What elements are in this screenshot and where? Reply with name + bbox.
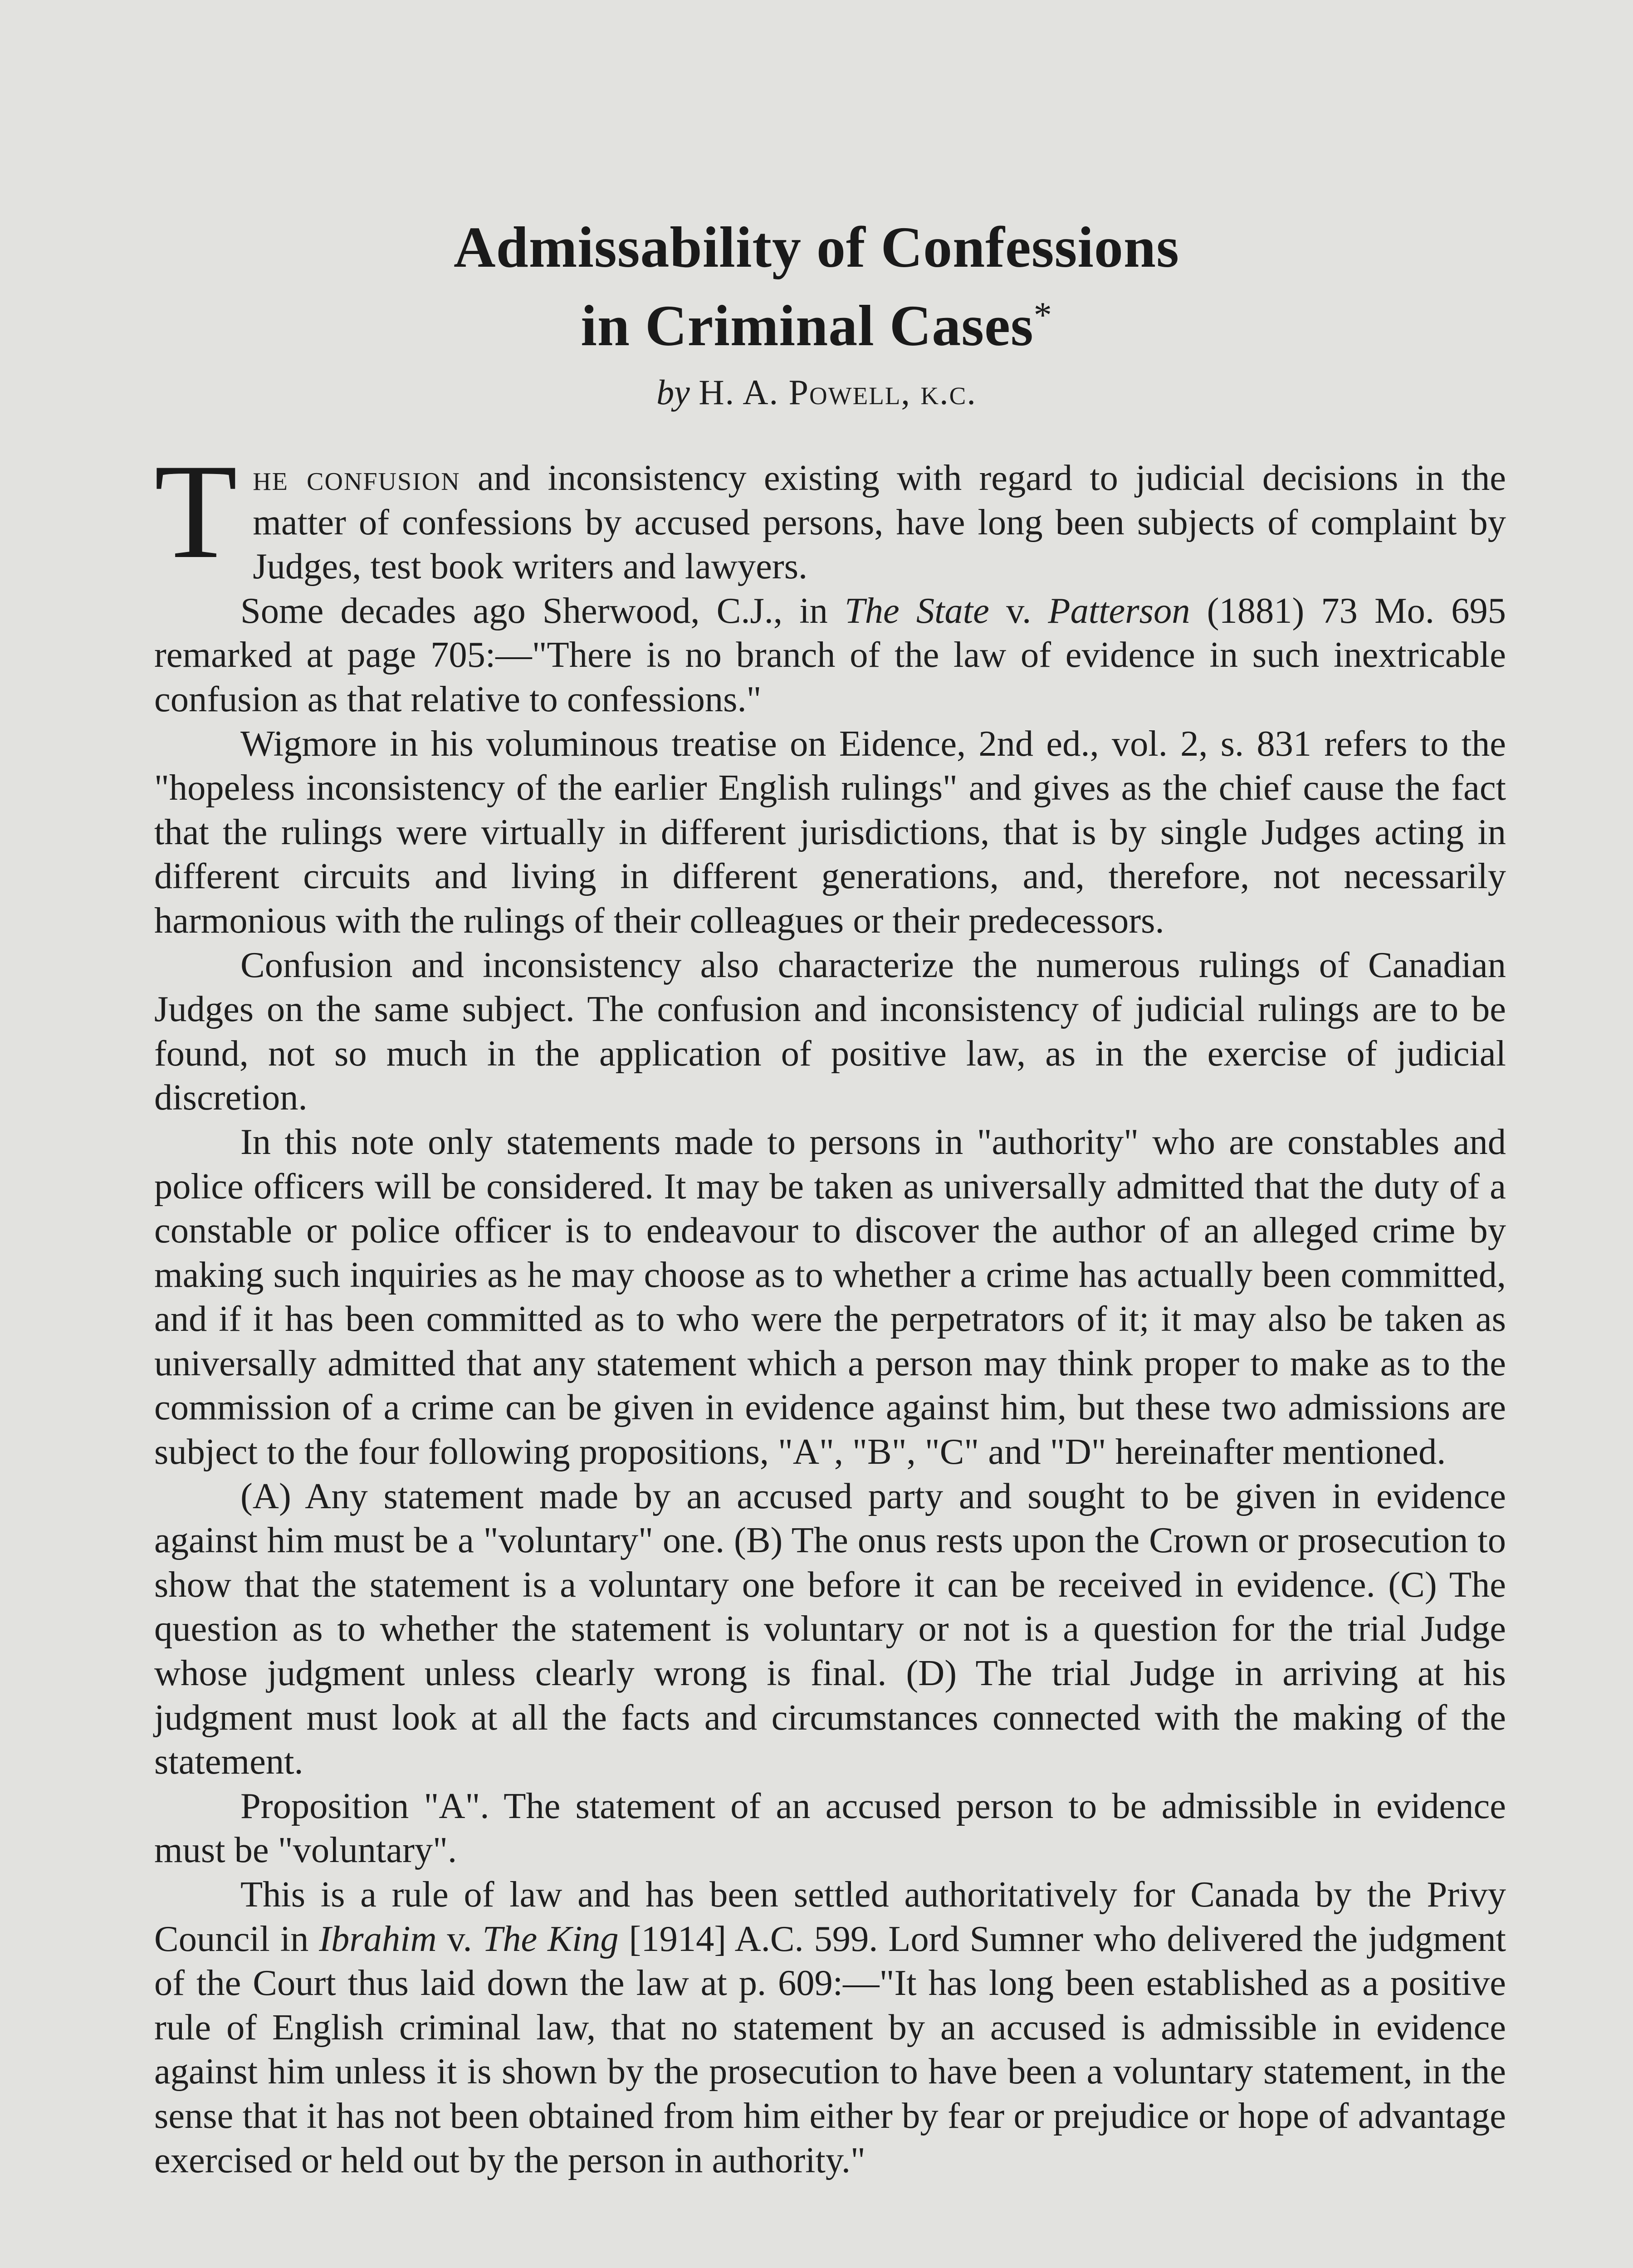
- article-body: [154, 436, 1506, 2182]
- case-name-king: The King: [482, 1918, 619, 1959]
- title-line-1: Admissability of Confessions: [454, 215, 1179, 279]
- paragraph-2-part-3: (1881) 73 Mo. 695 remarked at page 705:—"There is no branch of the law of evidence in such inextricable confusion as that relative to confessions.": [154, 590, 1506, 719]
- paragraph-8-part-1: This is a rule of law and has been settled authoritatively for Canada by the Privy Council in: [154, 1874, 1506, 1959]
- paragraph-7: Proposition "A". The statement of an accused person to be admissible in evidence must be "voluntary".: [154, 1785, 1506, 1871]
- title-footnote-marker: *: [1033, 295, 1052, 335]
- paragraph-6: (A) Any statement made by an accused party and sought to be given in evidence against him must be a "voluntary" one. (B) The onus rests upon the Crown or prosecution to show that the statement is a voluntary one before it can be received in evidence. (C) The question as to whether the statement is voluntary or not is a question for the trial Judge whose judgment unless clearly wrong is final. (D) The trial Judge in arriving at his judgment must look at all the facts and circumstances connected with the making of the statement.: [154, 1476, 1506, 1782]
- case-name-ibrahim: Ibrahim: [319, 1918, 437, 1959]
- paragraph-1-text: and inconsistency existing with regard to judicial decisions in the matter of confessions by accused persons, have long been subjects of complaint by Judges, test book writers and lawyers.: [253, 458, 1506, 587]
- paragraph-8-part-2: v.: [436, 1918, 483, 1959]
- paragraph-8: [154, 1872, 1506, 2182]
- paragraph-2-part-1: Some decades ago Sherwood, C.J., in: [240, 590, 845, 631]
- byline-by: by: [656, 372, 690, 412]
- case-name-patterson: Patterson: [1048, 590, 1190, 631]
- article-title: [0, 213, 1633, 360]
- paragraph-2-part-2: v.: [989, 590, 1048, 631]
- title-line-2-text: in Criminal Cases: [581, 293, 1034, 358]
- paragraph-4: Confusion and inconsistency also characterize the numerous rulings of Canadian Judges on the same subject. The confusion and inconsistency of judicial rulings are to be found, not so much in the application of positive law, as in the exercise of judicial discretion.: [154, 944, 1506, 1118]
- byline-author: H. A. Powell, k.c.: [699, 372, 977, 412]
- byline: [0, 370, 1633, 415]
- paragraph-3: Wigmore in his voluminous treatise on Eidence, 2nd ed., vol. 2, s. 831 refers to the "hopeless inconsistency of the earlier English rulings" and gives as the chief cause the fact that the rulings were virtually in different jurisdictions, that is by single Judges acting in different circuits and living in different generations, and, therefore, not necessarily harmonious with the rulings of their colleagues or their predecessors.: [154, 723, 1506, 941]
- paragraph-5: In this note only statements made to persons in "authority" who are constables and police officers will be considered. It may be taken as universally admitted that the duty of a constable or police officer is to endeavour to discover the author of an alleged crime by making such inquiries as he may choose as to whether a crime has actually been committed, and if it has been committed as to who were the perpetrators of it; it may also be taken as universally admitted that any statement which a person may think proper to make as to the commission of a crime can be given in evidence against him, but these two admissions are subject to the four following propositions, "A", "B", "C" and "D" hereinafter mentioned.: [154, 1121, 1506, 1472]
- title-line-2: [0, 281, 1633, 360]
- paragraph-8-part-3: [1914] A.C. 599. Lord Sumner who delivered the judgment of the Court thus laid down the law at p. 609:—"It has long been established as a positive rule of English criminal law, that no statement by an accused is admissible in evidence against him unless it is shown by the prosecution to have been a voluntary statement, in the sense that it has not been obtained from him either by fear or prejudice or hope of advantage exercised or held out by the person in authority.": [154, 1918, 1506, 2180]
- paragraph-1: [154, 436, 1506, 589]
- paragraph-2: [154, 589, 1506, 722]
- case-name-state: The State: [845, 590, 989, 631]
- paragraph-1-lead: he confusion: [253, 458, 460, 498]
- drop-cap: T: [154, 436, 238, 587]
